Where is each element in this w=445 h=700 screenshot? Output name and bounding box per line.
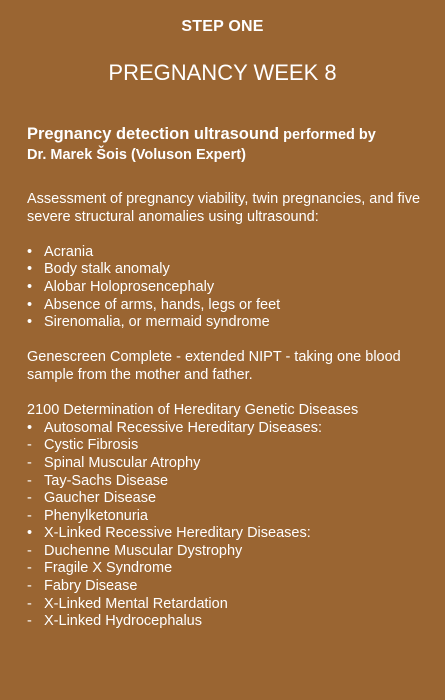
ultrasound-doctor: Dr. Marek Šois (Voluson Expert) (27, 147, 246, 163)
list-item: - Tay-Sachs Disease (27, 472, 169, 489)
ultrasound-heading-rest: performed by (283, 127, 376, 143)
list-item: - Phenylketonuria (27, 507, 148, 524)
list-item: - Spinal Muscular Atrophy (27, 454, 201, 471)
list-item: - Fragile X Syndrome (27, 560, 173, 577)
ultrasound-intro: Assessment of pregnancy viability, twin pregnancies, and five severe structural anomalies using ultrasound: (27, 191, 421, 225)
list-item: • Body stalk anomaly (27, 261, 170, 278)
hereditary-title: 2100 Determination of Hereditary Genetic Diseases (27, 402, 359, 419)
list-item: • Absence of arms, hands, legs or feet (27, 296, 281, 313)
list-item: - Duchenne Muscular Dystrophy (27, 542, 243, 559)
list-item: • Alobar Holoprosencephaly (27, 278, 215, 295)
list-item: • Sirenomalia, or mermaid syndrome (27, 314, 270, 331)
list-item: • X-Linked Recessive Hereditary Diseases: (27, 525, 311, 542)
list-item: - Cystic Fibrosis (27, 437, 139, 454)
genescreen-text: Genescreen Complete - extended NIPT - taking one blood sample from the mother and father. (27, 349, 401, 383)
hereditary-list (27, 420, 427, 631)
step-label: STEP ONE (181, 18, 264, 35)
list-item: - X-Linked Mental Retardation (27, 595, 228, 612)
list-item: - Fabry Disease (27, 578, 138, 595)
list-item: - X-Linked Hydrocephalus (27, 613, 202, 630)
ultrasound-heading (27, 124, 427, 165)
list-item: • Autosomal Recessive Hereditary Diseases: (27, 419, 323, 436)
anomaly-list (27, 244, 427, 332)
ultrasound-heading-main: Pregnancy detection ultrasound (27, 125, 280, 143)
list-item: • Acrania (27, 243, 94, 260)
list-item: - Gaucher Disease (27, 490, 157, 507)
step-content (27, 124, 427, 631)
week-title: PREGNANCY WEEK 8 (108, 60, 337, 85)
